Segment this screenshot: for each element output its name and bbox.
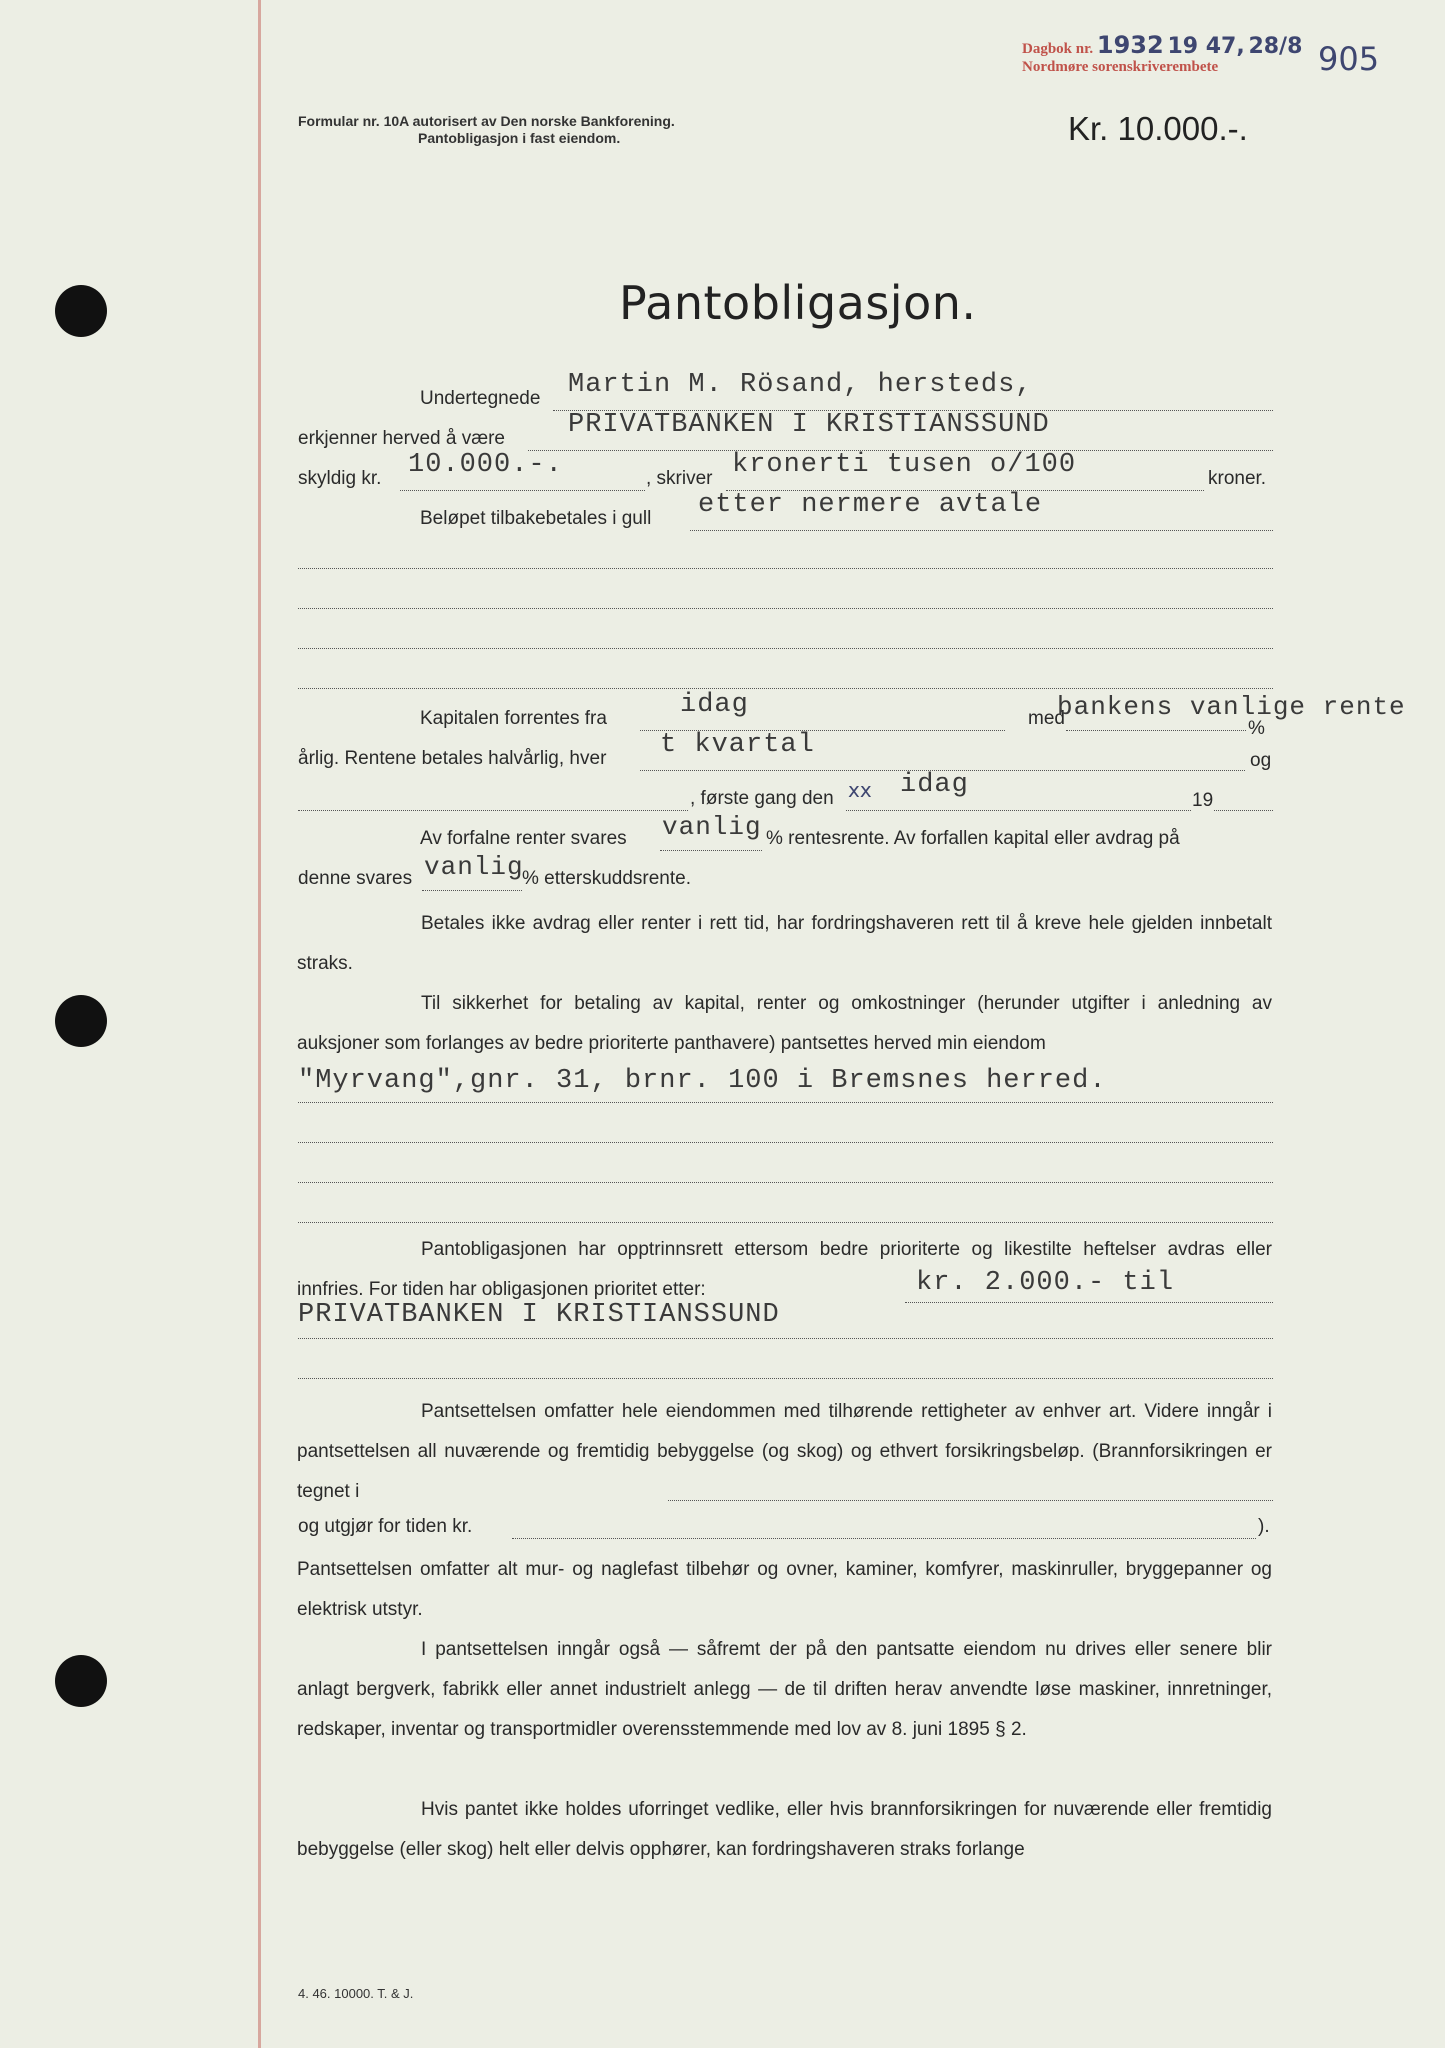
amount-words-value: kronerti tusen o/100 xyxy=(732,450,1077,480)
kapitalen-label: Kapitalen forrentes fra xyxy=(420,708,607,729)
overdue-interest-value: vanlig xyxy=(662,812,762,842)
year-prefix: 19 xyxy=(1192,790,1214,811)
stamp-year: 19 47, xyxy=(1167,34,1245,59)
interest-period-value: t kvartal xyxy=(660,730,815,760)
scope-clause: Pantsettelsen omfatter hele eiendommen med tilhørende rettigheter av enhver art. Videre inngår i pantsettelsen all nuværende og fremtidig bebyggelse (og skog) og ethvert forsikringsbeløp. (Brannforsikringen er tegnet i xyxy=(297,1401,1272,1502)
document-title: Pantobligasjon. xyxy=(619,276,977,330)
margin-rule xyxy=(258,0,261,2048)
punch-hole xyxy=(55,1655,107,1707)
interest-from-value: idag xyxy=(680,690,749,720)
denne-rest: % etterskuddsrente. xyxy=(522,868,691,889)
forste-mark: xx xyxy=(848,778,872,802)
form-line-2: Pantobligasjon i fast eiendom. xyxy=(418,130,621,146)
prior-claim-amount: kr. 2.000.- til xyxy=(916,1268,1175,1298)
registry-stamp xyxy=(1022,31,1303,76)
prior-claim-holder: PRIVATBANKEN I KRISTIANSSUND xyxy=(298,1300,780,1330)
punch-hole xyxy=(55,285,107,337)
fixtures-clause: Pantsettelsen omfatter alt mur- og naglefast tilbehør og ovner, kaminer, komfyrer, maskinruller, bryggepanner og elektrisk utstyr. xyxy=(297,1559,1272,1620)
default-clause: Betales ikke avdrag eller renter i rett tid, har fordringshaveren rett til å kreve hele gjelden innbetalt straks. xyxy=(297,913,1272,974)
maintenance-clause: Hvis pantet ikke holdes uforringet vedlike, eller hvis brannforsikringen for nuværende eller fremtidig bebyggelse (eller skog) helt eller delvis opphører, kan fordringshaveren straks forlange xyxy=(297,1799,1272,1860)
utgjor-label: og utgjør for tiden kr. xyxy=(298,1516,473,1537)
property-value: "Myrvang",gnr. 31, brnr. 100 i Bremsnes herred. xyxy=(298,1066,1107,1096)
form-authorization xyxy=(298,113,675,147)
utgjor-end: ). xyxy=(1258,1516,1270,1537)
denne-label: denne svares xyxy=(298,868,413,889)
skriver-label: , skriver xyxy=(646,468,713,489)
forfalne-rest: % rentesrente. Av forfallen kapital eller avdrag på xyxy=(766,828,1180,849)
undertegnede-label: Undertegnede xyxy=(420,388,541,409)
first-payment-value: idag xyxy=(900,770,969,800)
kroner-label: kroner. xyxy=(1208,468,1267,489)
interest-rate-value: bankens vanlige rente xyxy=(1057,692,1406,722)
industrial-clause: I pantsettelsen inngår også — såfremt der på den pantsatte eiendom nu drives eller senere blir anlagt bergverk, fabrikk eller annet industrielt anlegg — de til driften herav anvendte løse maskiner, innretninger, redskaper, inventar og transportmidler overensstemmende med lov av 8. juni 1895 § 2. xyxy=(297,1639,1272,1740)
arlig-label: årlig. Rentene betales halvårlig, hver xyxy=(298,748,607,769)
page-number: 905 xyxy=(1318,40,1380,78)
amount-header: Kr. 10.000.-. xyxy=(1068,110,1248,147)
erkjenner-label: erkjenner herved å være xyxy=(298,428,505,449)
print-code: 4. 46. 10000. T. & J. xyxy=(298,1986,414,2001)
med-label: med xyxy=(1028,708,1065,729)
forfalne-label: Av forfalne renter svares xyxy=(420,828,627,849)
percent-sign: % xyxy=(1248,718,1265,739)
forste-label: , første gang den xyxy=(690,788,834,809)
belopet-label: Beløpet tilbakebetales i gull xyxy=(420,508,652,529)
creditor-value: PRIVATBANKEN I KRISTIANSSUND xyxy=(568,410,1050,440)
stamp-office: Nordmøre sorenskriverembete xyxy=(1022,59,1219,75)
stamp-date: 28/8 xyxy=(1248,34,1303,59)
form-line-1: Formular nr. 10A autorisert av Den norske Bankforening. xyxy=(298,113,675,129)
late-interest-value: vanlig xyxy=(424,852,524,882)
stamp-number: 1932 xyxy=(1096,31,1164,59)
repayment-value: etter nermere avtale xyxy=(698,490,1043,520)
amount-value: 10.000.-. xyxy=(408,450,563,480)
punch-hole xyxy=(55,995,107,1047)
skyldig-label: skyldig kr. xyxy=(298,468,382,489)
security-clause: Til sikkerhet for betaling av kapital, renter og omkostninger (herunder utgifter i anledning av auksjoner som forlanges av bedre prioriterte panthavere) pantsettes herved min eiendom xyxy=(297,993,1272,1054)
stamp-label: Dagbok nr. xyxy=(1022,41,1094,57)
undertegnede-value: Martin M. Rösand, hersteds, xyxy=(568,370,1033,400)
og-label: og xyxy=(1250,750,1272,771)
priority-clause: Pantobligasjonen har opptrinnsrett ettersom bedre prioriterte og likestilte heftelser avdras eller innfries. For tiden har obligasjonen prioritet etter: xyxy=(297,1239,1272,1300)
